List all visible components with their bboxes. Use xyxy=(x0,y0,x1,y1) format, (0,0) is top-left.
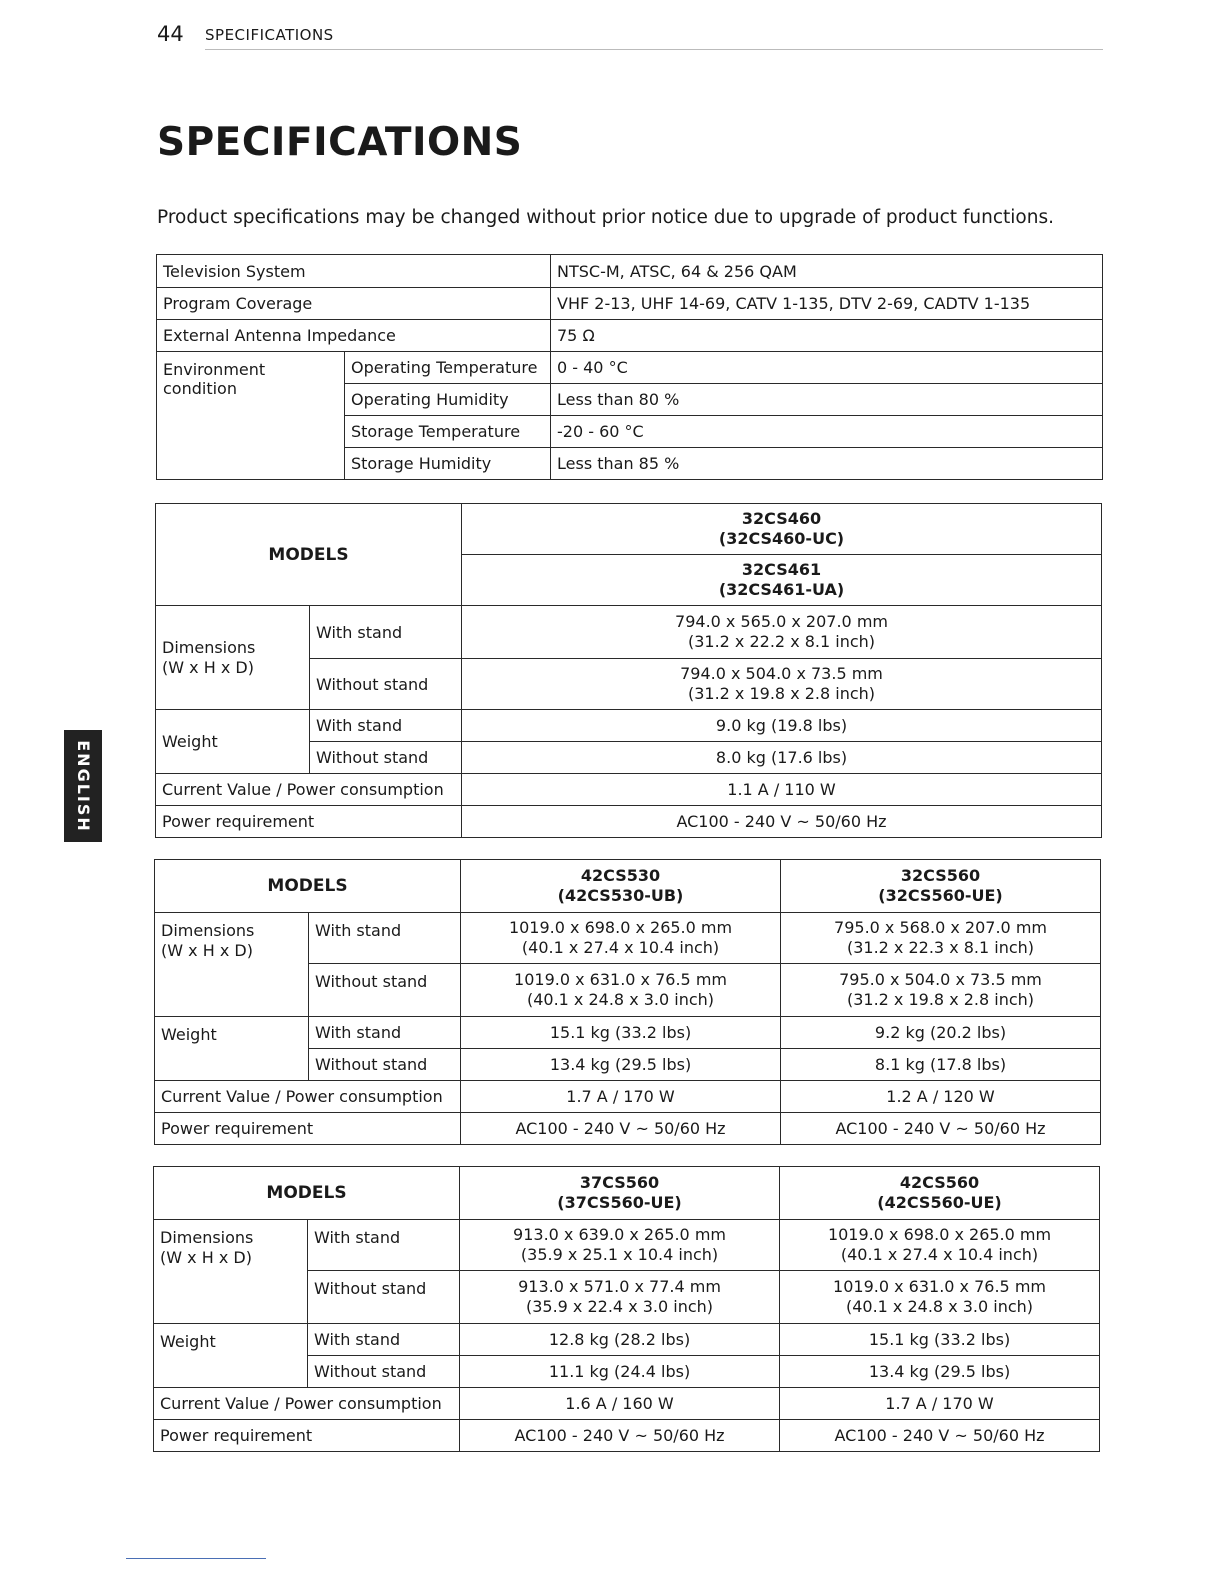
without-stand-label: Without stand xyxy=(308,1271,460,1324)
dim-mm: 795.0 x 568.0 x 207.0 mm xyxy=(834,918,1047,937)
dim-with-stand xyxy=(781,913,1101,964)
model-code: (32CS560-UE) xyxy=(878,886,1003,905)
dim-mm: 913.0 x 639.0 x 265.0 mm xyxy=(513,1225,726,1244)
model-name: 32CS560 xyxy=(900,866,981,885)
current-label: Current Value / Power consumption xyxy=(155,1081,461,1113)
model-code: (37CS560-UE) xyxy=(557,1193,682,1212)
page-number: 44 xyxy=(157,22,184,46)
table-row xyxy=(155,913,1101,964)
dimensions-unit: (W x H x D) xyxy=(160,1248,252,1267)
weight-with-stand: 9.0 kg (19.8 lbs) xyxy=(462,710,1102,742)
table-row xyxy=(155,860,1101,913)
dim-without-stand xyxy=(462,659,1102,710)
table-row xyxy=(154,1220,1100,1271)
dim-mm: 913.0 x 571.0 x 77.4 mm xyxy=(518,1277,721,1296)
dimensions-title: Dimensions xyxy=(162,637,256,657)
weight-with-stand: 9.2 kg (20.2 lbs) xyxy=(781,1017,1101,1049)
page-title: SPECIFICATIONS xyxy=(157,120,523,165)
header-rule xyxy=(205,49,1103,50)
weight-without-stand: 8.0 kg (17.6 lbs) xyxy=(462,742,1102,774)
model-table-2 xyxy=(154,859,1101,1145)
st-temp-label: Storage Temperature xyxy=(345,416,551,448)
dimensions-label xyxy=(155,913,309,1017)
dimensions-label xyxy=(154,1220,308,1324)
language-tab-label: ENGLISH xyxy=(73,739,93,833)
dim-inch: (40.1 x 27.4 x 10.4 inch) xyxy=(521,938,720,957)
environment-label: Environment condition xyxy=(157,352,345,480)
op-hum-value: Less than 80 % xyxy=(551,384,1103,416)
table-row xyxy=(154,1324,1100,1356)
models-header: MODELS xyxy=(154,1167,460,1220)
dim-with-stand xyxy=(461,913,781,964)
dim-with-stand xyxy=(460,1220,780,1271)
dim-inch: (35.9 x 22.4 x 3.0 inch) xyxy=(525,1297,714,1316)
with-stand-label: With stand xyxy=(309,913,461,964)
table-row xyxy=(156,806,1102,838)
st-temp-value: -20 - 60 °C xyxy=(551,416,1103,448)
with-stand-label: With stand xyxy=(308,1220,460,1271)
model-code: (32CS461-UA) xyxy=(718,580,845,599)
model-header-32cs461 xyxy=(462,555,1102,606)
general-spec-table xyxy=(156,254,1103,480)
language-tab xyxy=(64,730,102,842)
current-value: 1.1 A / 110 W xyxy=(462,774,1102,806)
st-hum-value: Less than 85 % xyxy=(551,448,1103,480)
current-label: Current Value / Power consumption xyxy=(154,1388,460,1420)
dimensions-unit: (W x H x D) xyxy=(161,941,253,960)
dim-without-stand xyxy=(781,964,1101,1017)
table-row xyxy=(156,606,1102,659)
dim-inch: (40.1 x 24.8 x 3.0 inch) xyxy=(845,1297,1034,1316)
power-label: Power requirement xyxy=(155,1113,461,1145)
dim-mm: 1019.0 x 631.0 x 76.5 mm xyxy=(514,970,727,989)
dimensions-unit: (W x H x D) xyxy=(162,657,254,677)
model-name: 37CS560 xyxy=(579,1173,660,1192)
with-stand-label: With stand xyxy=(310,710,462,742)
power-value: AC100 - 240 V ~ 50/60 Hz xyxy=(781,1113,1101,1145)
table-row xyxy=(157,320,1103,352)
dim-mm: 1019.0 x 631.0 x 76.5 mm xyxy=(833,1277,1046,1296)
model-header-42cs560 xyxy=(780,1167,1100,1220)
weight-without-stand: 13.4 kg (29.5 lbs) xyxy=(780,1356,1100,1388)
models-header: MODELS xyxy=(156,504,462,606)
with-stand-label: With stand xyxy=(308,1324,460,1356)
weight-with-stand: 12.8 kg (28.2 lbs) xyxy=(460,1324,780,1356)
dim-mm: 1019.0 x 698.0 x 265.0 mm xyxy=(508,918,733,937)
antenna-value: 75 Ω xyxy=(551,320,1103,352)
current-label: Current Value / Power consumption xyxy=(156,774,462,806)
dim-inch: (31.2 x 19.8 x 2.8 inch) xyxy=(687,684,876,703)
dim-inch: (40.1 x 27.4 x 10.4 inch) xyxy=(840,1245,1039,1264)
model-header-32cs560 xyxy=(781,860,1101,913)
footer-rule xyxy=(126,1558,266,1559)
table-row xyxy=(154,1388,1100,1420)
without-stand-label: Without stand xyxy=(309,1049,461,1081)
dim-inch: (31.2 x 19.8 x 2.8 inch) xyxy=(846,990,1035,1009)
dimensions-label xyxy=(156,606,310,710)
current-value: 1.6 A / 160 W xyxy=(460,1388,780,1420)
without-stand-label: Without stand xyxy=(308,1356,460,1388)
table-row xyxy=(155,1113,1101,1145)
weight-label: Weight xyxy=(156,710,310,774)
power-label: Power requirement xyxy=(154,1420,460,1452)
op-temp-value: 0 - 40 °C xyxy=(551,352,1103,384)
tv-system-value: NTSC-M, ATSC, 64 & 256 QAM xyxy=(551,255,1103,288)
antenna-label: External Antenna Impedance xyxy=(157,320,551,352)
table-row xyxy=(157,255,1103,288)
weight-without-stand: 8.1 kg (17.8 lbs) xyxy=(781,1049,1101,1081)
intro-text: Product specifications may be changed without prior notice due to upgrade of product functions. xyxy=(157,207,1054,228)
power-value: AC100 - 240 V ~ 50/60 Hz xyxy=(460,1420,780,1452)
model-code: (32CS460-UC) xyxy=(718,529,845,548)
model-name: 42CS530 xyxy=(580,866,661,885)
model-header-37cs560 xyxy=(460,1167,780,1220)
tv-system-label: Television System xyxy=(157,255,551,288)
dim-without-stand xyxy=(461,964,781,1017)
model-code: (42CS530-UB) xyxy=(557,886,684,905)
table-row xyxy=(157,352,1103,384)
dim-inch: (40.1 x 24.8 x 3.0 inch) xyxy=(526,990,715,1009)
st-hum-label: Storage Humidity xyxy=(345,448,551,480)
current-value: 1.2 A / 120 W xyxy=(781,1081,1101,1113)
current-value: 1.7 A / 170 W xyxy=(780,1388,1100,1420)
op-temp-label: Operating Temperature xyxy=(345,352,551,384)
dim-with-stand xyxy=(462,606,1102,659)
model-header-32cs460 xyxy=(462,504,1102,555)
weight-label: Weight xyxy=(155,1017,309,1081)
table-row xyxy=(154,1420,1100,1452)
with-stand-label: With stand xyxy=(310,606,462,659)
power-value: AC100 - 240 V ~ 50/60 Hz xyxy=(780,1420,1100,1452)
header-title: SPECIFICATIONS xyxy=(205,26,334,44)
table-row xyxy=(154,1167,1100,1220)
dim-without-stand xyxy=(460,1271,780,1324)
with-stand-label: With stand xyxy=(309,1017,461,1049)
power-label: Power requirement xyxy=(156,806,462,838)
dimensions-title: Dimensions xyxy=(161,921,255,940)
model-name: 42CS560 xyxy=(899,1173,980,1192)
table-row xyxy=(156,504,1102,555)
table-row xyxy=(157,288,1103,320)
model-table-1 xyxy=(155,503,1102,838)
dim-mm: 794.0 x 565.0 x 207.0 mm xyxy=(675,612,888,631)
dim-inch: (35.9 x 25.1 x 10.4 inch) xyxy=(520,1245,719,1264)
table-row xyxy=(156,774,1102,806)
coverage-label: Program Coverage xyxy=(157,288,551,320)
current-value: 1.7 A / 170 W xyxy=(461,1081,781,1113)
page-header xyxy=(157,20,1103,50)
model-header-42cs530 xyxy=(461,860,781,913)
dim-mm: 1019.0 x 698.0 x 265.0 mm xyxy=(827,1225,1052,1244)
dim-mm: 795.0 x 504.0 x 73.5 mm xyxy=(839,970,1042,989)
dim-with-stand xyxy=(780,1220,1100,1271)
dim-inch: (31.2 x 22.3 x 8.1 inch) xyxy=(846,938,1035,957)
weight-with-stand: 15.1 kg (33.2 lbs) xyxy=(461,1017,781,1049)
model-code: (42CS560-UE) xyxy=(877,1193,1002,1212)
coverage-value: VHF 2-13, UHF 14-69, CATV 1-135, DTV 2-69, CADTV 1-135 xyxy=(551,288,1103,320)
without-stand-label: Without stand xyxy=(309,964,461,1017)
without-stand-label: Without stand xyxy=(310,742,462,774)
model-name: 32CS461 xyxy=(741,560,822,579)
power-value: AC100 - 240 V ~ 50/60 Hz xyxy=(461,1113,781,1145)
weight-label: Weight xyxy=(154,1324,308,1388)
power-value: AC100 - 240 V ~ 50/60 Hz xyxy=(462,806,1102,838)
dim-without-stand xyxy=(780,1271,1100,1324)
weight-without-stand: 13.4 kg (29.5 lbs) xyxy=(461,1049,781,1081)
weight-with-stand: 15.1 kg (33.2 lbs) xyxy=(780,1324,1100,1356)
dim-mm: 794.0 x 504.0 x 73.5 mm xyxy=(680,664,883,683)
weight-without-stand: 11.1 kg (24.4 lbs) xyxy=(460,1356,780,1388)
models-header: MODELS xyxy=(155,860,461,913)
dimensions-title: Dimensions xyxy=(160,1228,254,1247)
dim-inch: (31.2 x 22.2 x 8.1 inch) xyxy=(687,632,876,651)
model-name: 32CS460 xyxy=(741,509,822,528)
table-row xyxy=(156,710,1102,742)
table-row xyxy=(155,1081,1101,1113)
table-row xyxy=(155,1017,1101,1049)
model-table-3 xyxy=(153,1166,1100,1452)
without-stand-label: Without stand xyxy=(310,659,462,710)
op-hum-label: Operating Humidity xyxy=(345,384,551,416)
